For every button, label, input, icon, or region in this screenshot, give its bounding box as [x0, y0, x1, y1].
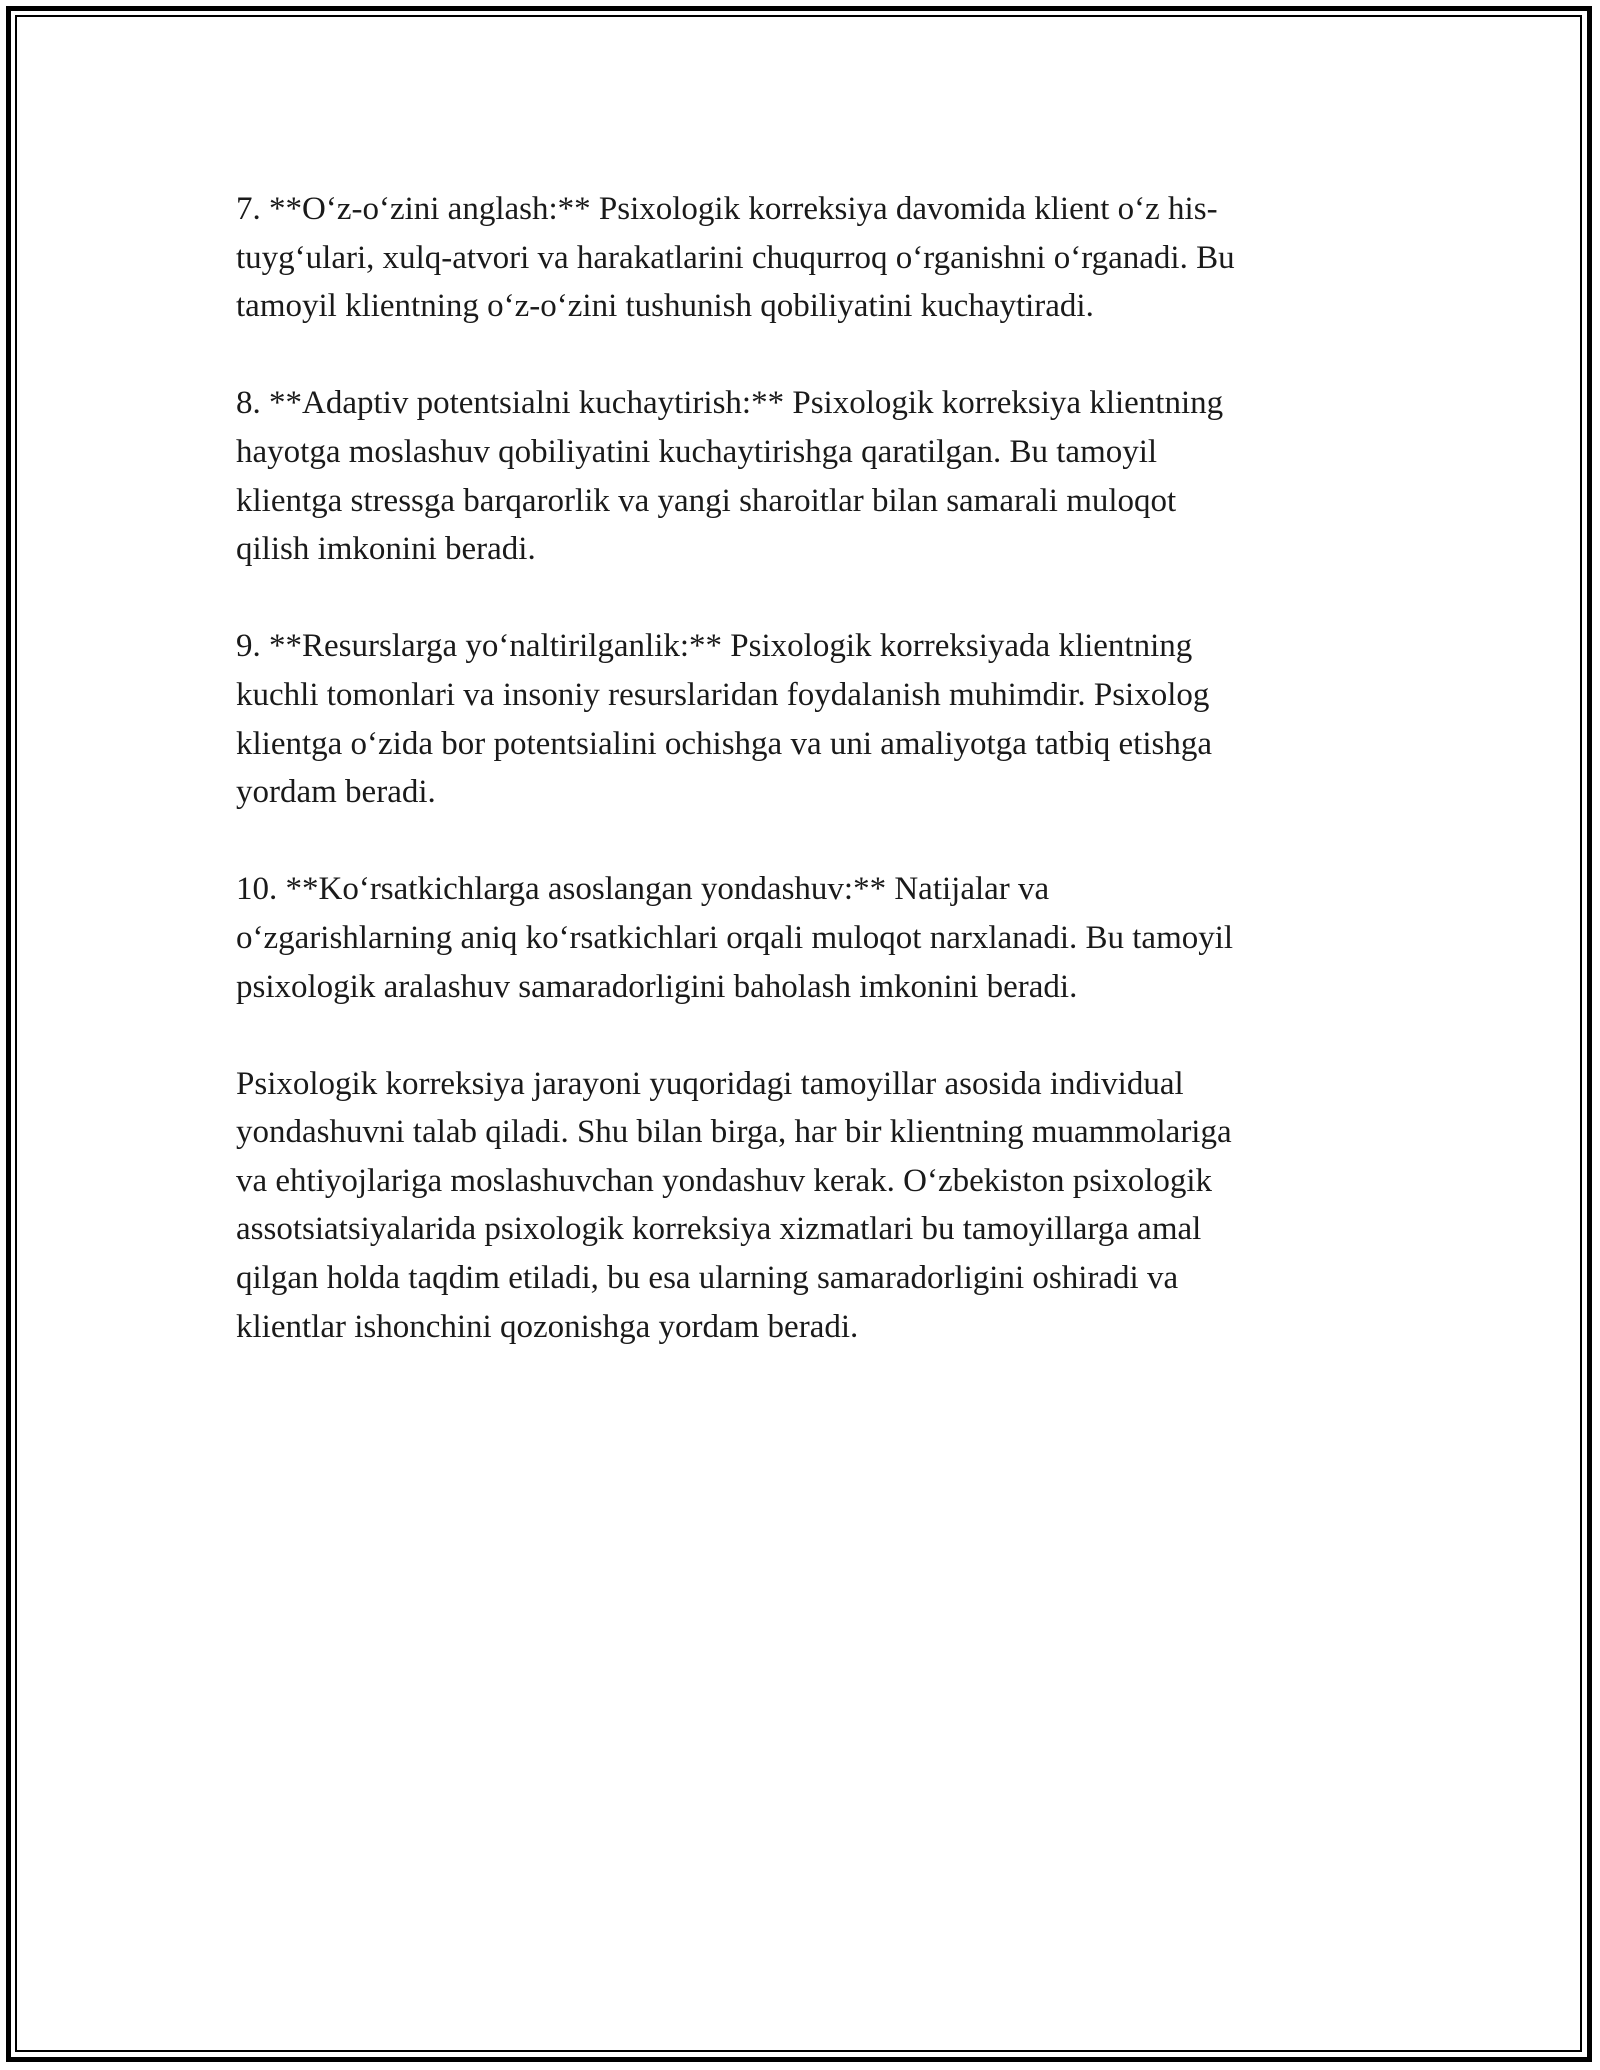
text-line: klientlar ishonchini qozonishga yordam beradi. [236, 1308, 859, 1345]
text-line: kuchli tomonlari va insoniy resurslaridan foydalanish muhimdir. Psixolog [236, 676, 1210, 713]
text-line: va ehtiyojlariga moslashuvchan yondashuv kerak. O‘zbekiston psixologik [236, 1162, 1213, 1199]
paragraph-10-indicator-based-approach [236, 865, 1366, 1011]
text-line: yordam beradi. [236, 774, 436, 811]
text-line: klientga o‘zida bor potentsialini ochishga va uni amaliyotga tatbiq etishga [236, 725, 1212, 762]
text-line: tamoyil klientning o‘z-o‘zini tushunish qobiliyatini kuchaytiradi. [236, 288, 1094, 325]
text-line: psixologik aralashuv samaradorligini baholash imkonini beradi. [236, 968, 1078, 1005]
text-line: qilish imkonini beradi. [236, 531, 536, 568]
document-body [236, 185, 1366, 1400]
text-line: 9. **Resurslarga yo‘naltirilganlik:** Psixologik korreksiyada klientning [236, 628, 1193, 665]
text-line: yondashuvni talab qiladi. Shu bilan birga, har bir klientning muammolariga [236, 1114, 1232, 1151]
text-line: 8. **Adaptiv potentsialni kuchaytirish:** Psixologik korreksiya klientning [236, 385, 1224, 422]
text-line: 7. **O‘z-o‘zini anglash:** Psixologik korreksiya davomida klient o‘z his- [236, 191, 1218, 227]
text-line: tuyg‘ulari, xulq-atvori va harakatlarini chuqurroq o‘rganishni o‘rganadi. Bu [236, 239, 1235, 276]
text-line: assotsiatsiyalarida psixologik korreksiya xizmatlari bu tamoyillarga amal [236, 1211, 1202, 1248]
paragraph-conclusion [236, 1060, 1366, 1352]
text-line: 10. **Ko‘rsatkichlarga asoslangan yondashuv:** Natijalar va [236, 871, 1050, 908]
text-line: Psixologik korreksiya jarayoni yuqoridagi tamoyillar asosida individual [236, 1065, 1184, 1102]
text-line: hayotga moslashuv qobiliyatini kuchaytirishga qaratilgan. Bu tamoyil [236, 433, 1158, 470]
text-line: qilgan holda taqdim etiladi, bu esa ularning samaradorligini oshiradi va [236, 1260, 1179, 1297]
paragraph-9-resource-orientation [236, 622, 1366, 816]
paragraph-7-self-awareness [236, 185, 1366, 331]
text-line: klientga stressga barqarorlik va yangi sharoitlar bilan samarali muloqot [236, 482, 1177, 519]
paragraph-8-adaptive-potential [236, 379, 1366, 573]
text-line: o‘zgarishlarning aniq ko‘rsatkichlari orqali muloqot narxlanadi. Bu tamoyil [236, 919, 1234, 956]
